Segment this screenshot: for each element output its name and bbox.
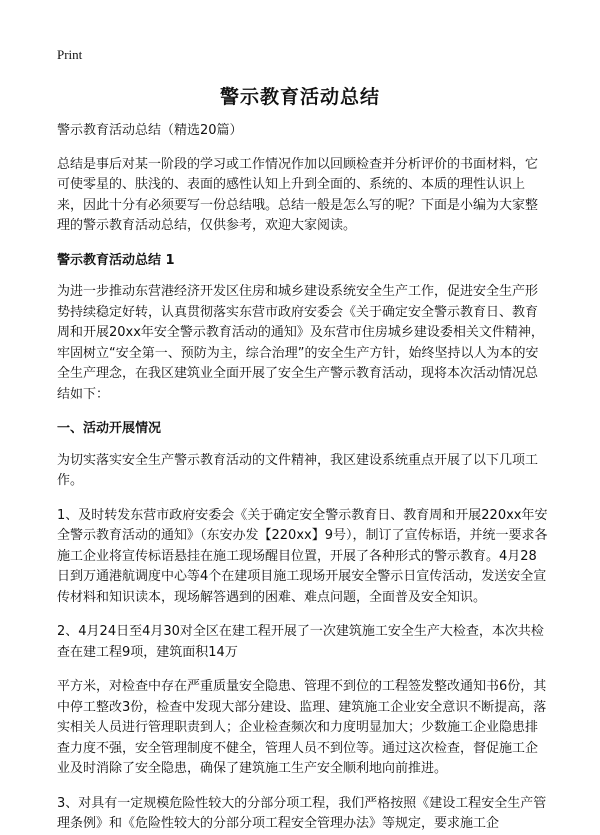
item-3-paragraph: 3、对具有一定规模危险性较大的分部分项工程，我们严格按照《建设工程安全生产管理条例》和《危险性较大的分部分项工程安全管理办法》等规定，要求施工企 [57,795,547,831]
item-1-paragraph: 1、及时转发东营市政府安委会《关于确定安全警示教育日、教育周和开展220xx年安全警示教育活动的通知》（东安办发【220xx】9号），制订了宣传标语，并统一要求各施工企业将宣传标语悬挂在施工现场醒目位置，开展了各种形式的警示教育。4月28日到万通港航调度中心等4个在建项目施工现场开展安全警示日宣传活动，发送安全宣传材料和知识读本，现场解答遇到的困难、难点问题，全面普及安全知识。 [57,507,548,605]
document-subtitle: 警示教育活动总结（精选20篇） [57,123,243,138]
item-2-continued-paragraph: 平方米，对检查中存在严重质量安全隐患、管理不到位的工程签发整改通知书6份，其中停工整改3份，检查中发现大部分建设、监理、建筑施工企业安全意识不断提高，落实相关人员进行管理职责到人；企业检查频次和力度明显加大；少数施工企业隐患排查力度不强，安全管理制度不健全，管理人员不到位等。通过这次检查，督促施工企业及时消除了安全隐患，确保了建筑施工生产安全顺利地向前推进。 [57,679,547,776]
intro-paragraph: 总结是事后对某一阶段的学习或工作情况作加以回顾检查并分析评价的书面材料，它可使零星的、肤浅的、表面的感性认知上升到全面的、系统的、本质的理性认识上来，因此十分有必须要写一份总结哦。总结一般是怎么写的呢？下面是小编为大家整理的警示教育活动总结，仅供参考，欢迎大家阅读。 [57,156,539,233]
section-heading-1: 警示教育活动总结 1 [57,252,175,268]
heading-activities: 一、活动开展情况 [57,421,162,436]
section1-paragraph: 为进一步推动东营港经济开发区住房和城乡建设系统安全生产工作，促进安全生产形势持续稳定好转，认真贯彻落实东营市政府安委会《关于确定安全警示教育日、教育周和开展20xx年安全警示教育活动的通知》及东营市住房城乡建设委相关文件精神，牢固树立“安全第一、预防为主，综合治理”的安全生产方针，始终坚持以人为本的安全生产理念，在我区建筑业全面开展了安全生产警示教育活动，现将本次活动情况总结如下： [57,284,544,402]
activities-intro-paragraph: 为切实落实安全生产警示教育活动的文件精神，我区建设系统重点开展了以下几项工作。 [57,452,539,488]
item-2-paragraph: 2、4月24日至4月30对全区在建工程开展了一次建筑施工安全生产大检查，本次共检查在建工程9项，建筑面积14万 [57,624,544,660]
print-label: Print [57,47,83,62]
document-body [57,121,549,835]
page-title: 警示教育活动总结 [219,86,380,108]
